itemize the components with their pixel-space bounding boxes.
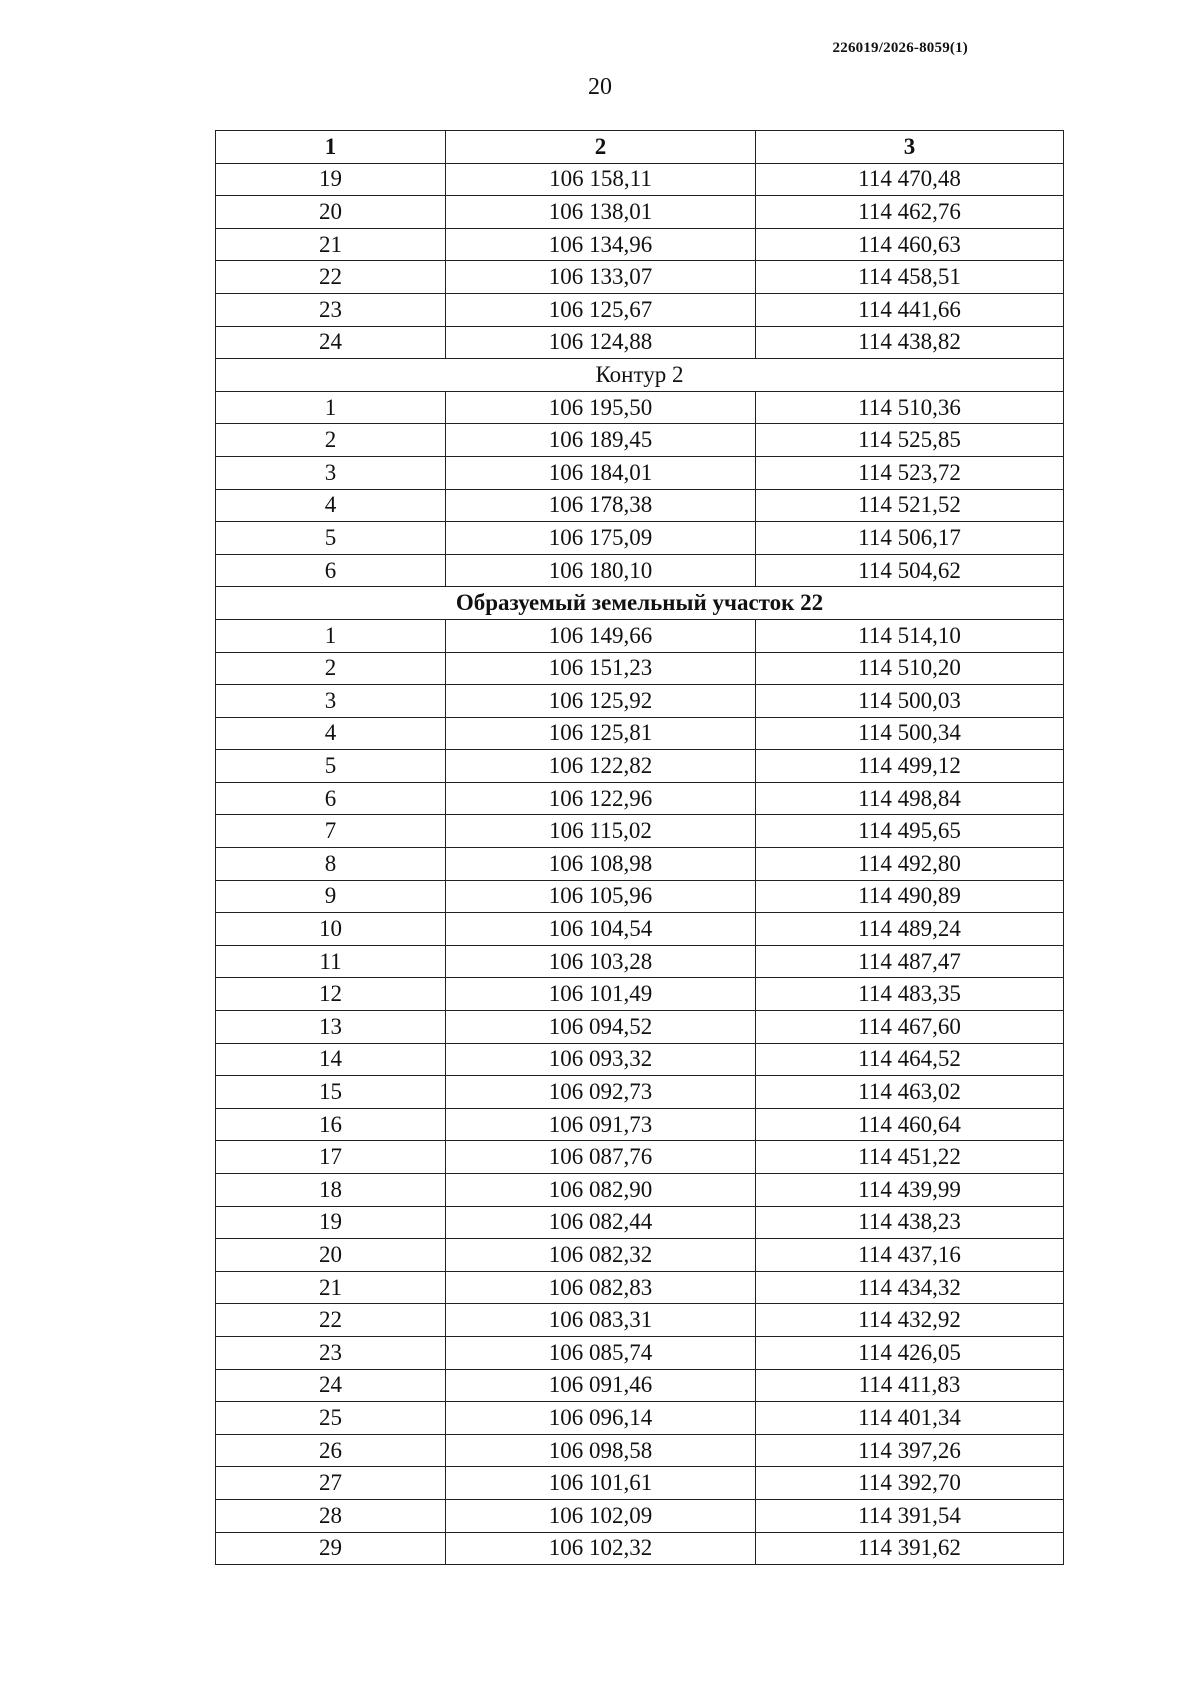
x-coordinate-cell: 106 195,50 <box>446 391 756 424</box>
y-coordinate-cell: 114 401,34 <box>756 1402 1064 1435</box>
point-number-cell: 2 <box>216 424 446 457</box>
table-row <box>216 489 1064 522</box>
table-row <box>216 326 1064 359</box>
section-label: Контур 2 <box>216 359 1064 392</box>
point-number-cell: 4 <box>216 489 446 522</box>
y-coordinate-cell: 114 490,89 <box>756 880 1064 913</box>
table-header <box>216 131 1064 164</box>
x-coordinate-cell: 106 091,46 <box>446 1369 756 1402</box>
y-coordinate-cell: 114 439,99 <box>756 1174 1064 1207</box>
x-coordinate-cell: 106 102,09 <box>446 1499 756 1532</box>
y-coordinate-cell: 114 489,24 <box>756 913 1064 946</box>
table-row <box>216 1108 1064 1141</box>
x-coordinate-cell: 106 115,02 <box>446 815 756 848</box>
x-coordinate-cell: 106 085,74 <box>446 1336 756 1369</box>
y-coordinate-cell: 114 397,26 <box>756 1434 1064 1467</box>
table-row <box>216 880 1064 913</box>
y-coordinate-cell: 114 434,32 <box>756 1271 1064 1304</box>
table-row <box>216 1532 1064 1565</box>
table-row <box>216 1434 1064 1467</box>
column-header-2: 2 <box>446 131 756 164</box>
point-number-cell: 23 <box>216 293 446 326</box>
table-row <box>216 1304 1064 1337</box>
section-header-row <box>216 359 1064 392</box>
y-coordinate-cell: 114 487,47 <box>756 945 1064 978</box>
section-header-row <box>216 587 1064 620</box>
table-row <box>216 1076 1064 1109</box>
y-coordinate-cell: 114 464,52 <box>756 1043 1064 1076</box>
table-row <box>216 391 1064 424</box>
point-number-cell: 20 <box>216 196 446 229</box>
section-label: Образуемый земельный участок 22 <box>216 587 1064 620</box>
point-number-cell: 2 <box>216 652 446 685</box>
table-row <box>216 978 1064 1011</box>
x-coordinate-cell: 106 082,44 <box>446 1206 756 1239</box>
y-coordinate-cell: 114 458,51 <box>756 261 1064 294</box>
y-coordinate-cell: 114 521,52 <box>756 489 1064 522</box>
column-header-1: 1 <box>216 131 446 164</box>
point-number-cell: 6 <box>216 554 446 587</box>
x-coordinate-cell: 106 101,49 <box>446 978 756 1011</box>
x-coordinate-cell: 106 180,10 <box>446 554 756 587</box>
point-number-cell: 1 <box>216 391 446 424</box>
table-row <box>216 1174 1064 1207</box>
point-number-cell: 5 <box>216 522 446 555</box>
table-row <box>216 228 1064 261</box>
x-coordinate-cell: 106 104,54 <box>446 913 756 946</box>
point-number-cell: 10 <box>216 913 446 946</box>
point-number-cell: 27 <box>216 1467 446 1500</box>
point-number-cell: 15 <box>216 1076 446 1109</box>
x-coordinate-cell: 106 098,58 <box>446 1434 756 1467</box>
x-coordinate-cell: 106 103,28 <box>446 945 756 978</box>
page-number: 20 <box>588 74 612 100</box>
x-coordinate-cell: 106 096,14 <box>446 1402 756 1435</box>
y-coordinate-cell: 114 525,85 <box>756 424 1064 457</box>
table-row <box>216 1239 1064 1272</box>
y-coordinate-cell: 114 460,63 <box>756 228 1064 261</box>
x-coordinate-cell: 106 149,66 <box>446 619 756 652</box>
point-number-cell: 22 <box>216 1304 446 1337</box>
table-row <box>216 554 1064 587</box>
y-coordinate-cell: 114 510,20 <box>756 652 1064 685</box>
table-body <box>216 163 1064 1565</box>
y-coordinate-cell: 114 510,36 <box>756 391 1064 424</box>
x-coordinate-cell: 106 178,38 <box>446 489 756 522</box>
y-coordinate-cell: 114 451,22 <box>756 1141 1064 1174</box>
x-coordinate-cell: 106 122,82 <box>446 750 756 783</box>
table-row <box>216 196 1064 229</box>
point-number-cell: 8 <box>216 848 446 881</box>
x-coordinate-cell: 106 151,23 <box>446 652 756 685</box>
point-number-cell: 24 <box>216 1369 446 1402</box>
point-number-cell: 3 <box>216 456 446 489</box>
x-coordinate-cell: 106 093,32 <box>446 1043 756 1076</box>
table-row <box>216 261 1064 294</box>
table-row <box>216 848 1064 881</box>
x-coordinate-cell: 106 125,81 <box>446 717 756 750</box>
point-number-cell: 5 <box>216 750 446 783</box>
point-number-cell: 22 <box>216 261 446 294</box>
y-coordinate-cell: 114 514,10 <box>756 619 1064 652</box>
x-coordinate-cell: 106 105,96 <box>446 880 756 913</box>
header-row <box>216 131 1064 164</box>
table-row <box>216 522 1064 555</box>
y-coordinate-cell: 114 523,72 <box>756 456 1064 489</box>
y-coordinate-cell: 114 391,54 <box>756 1499 1064 1532</box>
table-row <box>216 945 1064 978</box>
column-header-3: 3 <box>756 131 1064 164</box>
y-coordinate-cell: 114 463,02 <box>756 1076 1064 1109</box>
y-coordinate-cell: 114 495,65 <box>756 815 1064 848</box>
y-coordinate-cell: 114 391,62 <box>756 1532 1064 1565</box>
y-coordinate-cell: 114 411,83 <box>756 1369 1064 1402</box>
table-row <box>216 1271 1064 1304</box>
table-row <box>216 456 1064 489</box>
x-coordinate-cell: 106 125,67 <box>446 293 756 326</box>
point-number-cell: 19 <box>216 163 446 196</box>
point-number-cell: 4 <box>216 717 446 750</box>
x-coordinate-cell: 106 082,32 <box>446 1239 756 1272</box>
table-row <box>216 652 1064 685</box>
point-number-cell: 7 <box>216 815 446 848</box>
table-row <box>216 1499 1064 1532</box>
point-number-cell: 1 <box>216 619 446 652</box>
point-number-cell: 13 <box>216 1011 446 1044</box>
y-coordinate-cell: 114 500,03 <box>756 685 1064 718</box>
point-number-cell: 25 <box>216 1402 446 1435</box>
point-number-cell: 29 <box>216 1532 446 1565</box>
point-number-cell: 6 <box>216 782 446 815</box>
x-coordinate-cell: 106 122,96 <box>446 782 756 815</box>
document-id: 226019/2026-8059(1) <box>832 40 968 56</box>
point-number-cell: 28 <box>216 1499 446 1532</box>
y-coordinate-cell: 114 467,60 <box>756 1011 1064 1044</box>
y-coordinate-cell: 114 426,05 <box>756 1336 1064 1369</box>
x-coordinate-cell: 106 091,73 <box>446 1108 756 1141</box>
table-row <box>216 782 1064 815</box>
point-number-cell: 18 <box>216 1174 446 1207</box>
point-number-cell: 3 <box>216 685 446 718</box>
table-row <box>216 1369 1064 1402</box>
x-coordinate-cell: 106 189,45 <box>446 424 756 457</box>
table-row <box>216 717 1064 750</box>
point-number-cell: 14 <box>216 1043 446 1076</box>
x-coordinate-cell: 106 158,11 <box>446 163 756 196</box>
table-row <box>216 1206 1064 1239</box>
x-coordinate-cell: 106 133,07 <box>446 261 756 294</box>
x-coordinate-cell: 106 175,09 <box>446 522 756 555</box>
point-number-cell: 21 <box>216 1271 446 1304</box>
y-coordinate-cell: 114 500,34 <box>756 717 1064 750</box>
x-coordinate-cell: 106 087,76 <box>446 1141 756 1174</box>
y-coordinate-cell: 114 437,16 <box>756 1239 1064 1272</box>
table-row <box>216 163 1064 196</box>
x-coordinate-cell: 106 092,73 <box>446 1076 756 1109</box>
y-coordinate-cell: 114 438,23 <box>756 1206 1064 1239</box>
y-coordinate-cell: 114 498,84 <box>756 782 1064 815</box>
y-coordinate-cell: 114 438,82 <box>756 326 1064 359</box>
y-coordinate-cell: 114 462,76 <box>756 196 1064 229</box>
x-coordinate-cell: 106 094,52 <box>446 1011 756 1044</box>
coordinates-table <box>215 130 1064 1565</box>
y-coordinate-cell: 114 470,48 <box>756 163 1064 196</box>
point-number-cell: 26 <box>216 1434 446 1467</box>
table-row <box>216 815 1064 848</box>
x-coordinate-cell: 106 184,01 <box>446 456 756 489</box>
table-row <box>216 619 1064 652</box>
x-coordinate-cell: 106 124,88 <box>446 326 756 359</box>
y-coordinate-cell: 114 460,64 <box>756 1108 1064 1141</box>
y-coordinate-cell: 114 432,92 <box>756 1304 1064 1337</box>
point-number-cell: 17 <box>216 1141 446 1174</box>
point-number-cell: 24 <box>216 326 446 359</box>
x-coordinate-cell: 106 108,98 <box>446 848 756 881</box>
x-coordinate-cell: 106 125,92 <box>446 685 756 718</box>
y-coordinate-cell: 114 483,35 <box>756 978 1064 1011</box>
x-coordinate-cell: 106 138,01 <box>446 196 756 229</box>
table-row <box>216 1011 1064 1044</box>
x-coordinate-cell: 106 134,96 <box>446 228 756 261</box>
x-coordinate-cell: 106 102,32 <box>446 1532 756 1565</box>
point-number-cell: 20 <box>216 1239 446 1272</box>
y-coordinate-cell: 114 504,62 <box>756 554 1064 587</box>
table-row <box>216 1467 1064 1500</box>
x-coordinate-cell: 106 101,61 <box>446 1467 756 1500</box>
x-coordinate-cell: 106 082,90 <box>446 1174 756 1207</box>
table-row <box>216 424 1064 457</box>
y-coordinate-cell: 114 492,80 <box>756 848 1064 881</box>
point-number-cell: 9 <box>216 880 446 913</box>
table-row <box>216 1336 1064 1369</box>
table-row <box>216 685 1064 718</box>
point-number-cell: 11 <box>216 945 446 978</box>
table-row <box>216 1043 1064 1076</box>
point-number-cell: 23 <box>216 1336 446 1369</box>
y-coordinate-cell: 114 441,66 <box>756 293 1064 326</box>
table-row <box>216 1402 1064 1435</box>
point-number-cell: 21 <box>216 228 446 261</box>
table-row <box>216 293 1064 326</box>
point-number-cell: 16 <box>216 1108 446 1141</box>
y-coordinate-cell: 114 506,17 <box>756 522 1064 555</box>
x-coordinate-cell: 106 083,31 <box>446 1304 756 1337</box>
table-row <box>216 913 1064 946</box>
x-coordinate-cell: 106 082,83 <box>446 1271 756 1304</box>
y-coordinate-cell: 114 499,12 <box>756 750 1064 783</box>
point-number-cell: 19 <box>216 1206 446 1239</box>
table-row <box>216 1141 1064 1174</box>
y-coordinate-cell: 114 392,70 <box>756 1467 1064 1500</box>
table-row <box>216 750 1064 783</box>
point-number-cell: 12 <box>216 978 446 1011</box>
